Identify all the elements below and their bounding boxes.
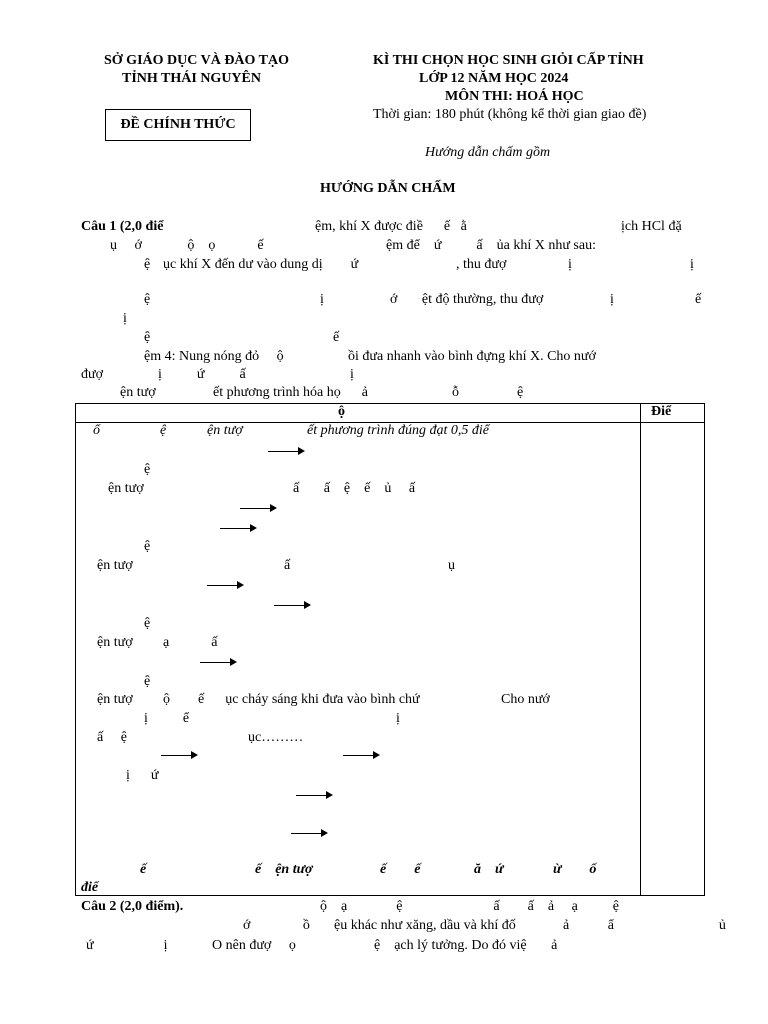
official-exam-label: ĐỀ CHÍNH THỨC [120,117,236,132]
table-footnote: ừ ố [553,862,597,877]
q2-heading: Câu 2 (2,0 điểm). [81,899,184,914]
table-text: ệ [144,616,151,631]
exam-subject: MÔN THI: HOÁ HỌC [445,89,584,104]
reaction-arrow [200,657,237,667]
q1-text: , thu đượ [456,257,507,272]
q2-text: ả ẩ ủ [563,918,726,933]
table-text: ệ [144,462,151,477]
reaction-arrow [268,446,305,456]
table-note: ết phương trình đúng đạt 0,5 điể [307,423,489,438]
table-text: ện tượ [97,635,133,650]
q1-heading: Câu 1 (2,0 điể [81,219,164,234]
reaction-arrow [291,828,328,838]
q1-text: ị [610,292,614,307]
table-header-content: ộ [338,404,345,419]
q1-text: ệm 4: Nung nóng đỏ ộ [144,349,284,364]
table-text: ấ ấ ệ ế ủ ấ [293,481,416,496]
table-note: ổ [93,423,100,438]
reaction-arrow [207,580,244,590]
q1-text: ết phương trình hóa họ ả [213,385,368,400]
table-note: ệ [160,423,167,438]
q1-text: ệ [144,292,151,307]
q2-text: ệu khác như xăng, dầu và khí đố [334,918,516,933]
department-name: SỞ GIÁO DỤC VÀ ĐÀO TẠO [104,53,290,68]
table-text: ạ ấ [163,635,218,650]
table-text: Cho nướ [501,692,550,707]
q1-text: ế [333,330,340,345]
q2-text: ớ ồ [243,918,310,933]
exam-time: Thời gian: 180 phút (không kể thời gian giao đề) [373,107,647,122]
reaction-arrow [220,523,257,533]
q1-text: ớ ệt độ thường, thu đượ [390,292,544,307]
exam-grade-year: LỚP 12 NĂM HỌC 2024 [419,71,569,86]
table-footnote: ă ứ [474,862,504,877]
reaction-arrow [343,750,380,760]
table-text: ị ứ [126,768,159,783]
table-text: ệ [144,539,151,554]
page-title: HƯỚNG DẪN CHẤM [320,181,456,196]
reaction-arrow [274,600,311,610]
q1-text: ệ [144,257,151,272]
q1-text: ịch HCl đặ [621,219,682,234]
table-text: ệ [144,674,151,689]
q1-text: ỗ [452,385,459,400]
table-text: ện tượ [97,692,133,707]
q1-text: ụ ớ ộ ọ ế [110,238,264,253]
q2-text: ệ ạch lý tưởng. Do đó việ ả [374,938,558,953]
guide-note: Hướng dẫn chấm gồm [425,145,551,160]
table-footnote: ế [140,862,147,877]
table-text: ụ [448,558,455,573]
q1-text: ế [695,292,702,307]
q1-text: ị [568,257,572,272]
q1-text: ị [350,367,354,382]
q1-text: ệm, khí X được điề ế ằ [315,219,467,234]
exam-title: KÌ THI CHỌN HỌC SINH GIỎI CẤP TỈNH [373,53,644,68]
reaction-arrow [296,790,333,800]
table-text: ục……… [248,730,304,745]
q1-text: ị [320,292,324,307]
q1-text: ện tượ [120,385,156,400]
table-text: ấ [284,558,291,573]
q2-text: ứ ị [86,938,168,953]
province-name: TỈNH THÁI NGUYÊN [122,71,261,86]
q2-text: O nên đượ ọ [212,938,296,953]
table-text: ị ể [144,711,190,726]
q1-text: ục khí X đến dư vào dung dị ứ [163,257,359,272]
reaction-arrow [240,503,277,513]
table-text: ị [396,711,400,726]
table-text: ện tượ [108,481,144,496]
q1-text: đượ [81,367,103,382]
q1-text: ồi đưa nhanh vào bình đựng khí X. Cho nướ [348,349,596,364]
table-footnote: điể [81,880,99,895]
q1-text: ị ứ ấ [158,367,246,382]
reaction-arrow [161,750,198,760]
q1-text: ị [690,257,694,272]
table-text: ện tượ [97,558,133,573]
table-note: ện tượ [207,423,243,438]
q1-text: ệ [517,385,524,400]
table-footnote: ế ện tượ [255,862,313,877]
official-exam-box [105,109,251,141]
table-header-score: Điể [651,404,672,419]
q1-text: ệ [144,330,151,345]
table-footnote: ế ế [380,862,421,877]
q1-text: ị [123,311,127,326]
table-text: ộ ế ục cháy sáng khi đưa vào bình chứ [163,692,420,707]
q2-text: ộ ạ ệ ấ ấ ả ạ ệ [320,899,619,914]
table-text: ấ ệ [97,730,127,745]
q1-text: ệm để ứ ấ ủa khí X như sau: [386,238,596,253]
